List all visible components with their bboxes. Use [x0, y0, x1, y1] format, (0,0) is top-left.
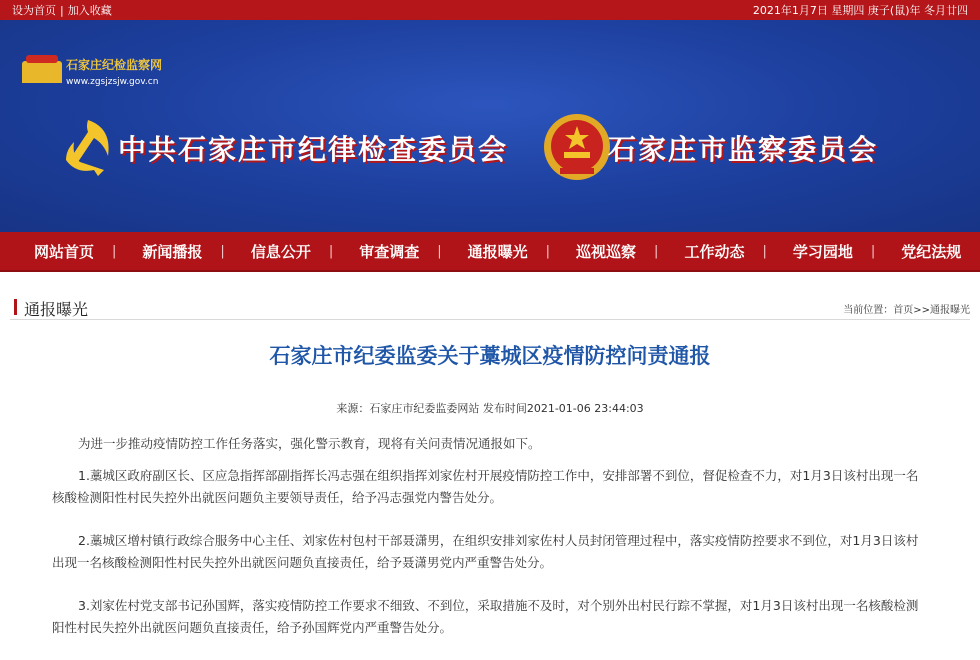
- top-links: [12, 2, 112, 18]
- nav-exposure[interactable]: 通报曝光: [467, 242, 528, 261]
- article-title: 石家庄市纪委监委关于藁城区疫情防控问责通报: [269, 344, 711, 368]
- gate-emblem-icon: [22, 61, 62, 83]
- section-title: 通报曝光: [24, 300, 89, 319]
- party-emblem-icon: [58, 116, 120, 178]
- site-name: 石家庄纪检监察网: [66, 58, 163, 72]
- nav-home[interactable]: 网站首页: [34, 242, 95, 261]
- article-paragraph: 3.刘家佐村党支部书记孙国辉，落实疫情防控工作要求不细致、不到位，采取措施不及时，对个别外出村民行踪不掌握，对1月3日该村出现一名核酸检测阳性村民失控外出就医问题负直接责任，给予孙国辉党内严重警告处分。: [52, 598, 919, 635]
- nav-divider: |: [762, 243, 767, 259]
- article-paragraph: 1.藁城区政府副区长、区应急指挥部副指挥长冯志强在组织指挥刘家佐村开展疫情防控工作中，安排部署不到位，督促检查不力，对1月3日该村出现一名核酸检测阳性村民失控外出就医问题负主要领导责任，给予冯志强党内警告处分。: [52, 468, 919, 505]
- nav-divider: |: [870, 243, 876, 259]
- nav-divider: |: [437, 243, 442, 259]
- nav-divider: |: [112, 243, 117, 259]
- article-meta: 来源：石家庄市纪委监委网站 发布时间2021-01-06 23:44:03: [336, 402, 644, 415]
- site-banner: [0, 20, 980, 232]
- nav-info-disclosure[interactable]: 信息公开: [250, 242, 311, 261]
- national-emblem-icon: [542, 112, 612, 182]
- article-paragraph: 为进一步推动疫情防控工作任务落实，强化警示教育，现将有关问责情况通报如下。: [78, 436, 541, 451]
- article-body: [52, 433, 930, 660]
- nav-regulations[interactable]: 党纪法规: [901, 242, 962, 261]
- section-header: [10, 296, 970, 320]
- breadcrumb: 当前位置：首页>>通报曝光: [843, 305, 970, 316]
- section-marker: [14, 299, 17, 315]
- nav-divider: |: [220, 243, 225, 259]
- site-url: www.zgsjzsjw.gov.cn: [66, 77, 159, 87]
- nav-divider: |: [654, 243, 659, 259]
- nav-divider: |: [328, 243, 334, 259]
- add-favorite-link[interactable]: 加入收藏: [67, 4, 112, 17]
- nav-learning[interactable]: 学习园地: [792, 242, 853, 261]
- set-homepage-link[interactable]: 设为首页: [12, 4, 56, 17]
- nav-work-updates[interactable]: 工作动态: [684, 242, 745, 261]
- link-divider: |: [60, 4, 64, 17]
- nav-inspection[interactable]: 巡视巡察: [576, 242, 637, 261]
- title-supervisory-commission: 石家庄市监察委员会: [608, 133, 879, 166]
- nav-divider: |: [545, 243, 551, 259]
- title-discipline-commission: 中共石家庄市纪律检查委员会: [118, 133, 509, 166]
- top-bar: [0, 0, 980, 20]
- article-paragraph: 2.藁城区增村镇行政综合服务中心主任、刘家佐村包村干部聂潇男，在组织安排刘家佐村人员封闭管理过程中，落实疫情防控要求不到位，对1月3日该村出现一名核酸检测阳性村民失控外出就医问题负直接责任，给予聂潇男党内严重警告处分。: [52, 533, 919, 570]
- site-logo[interactable]: [22, 56, 162, 87]
- nav-news[interactable]: 新闻播报: [142, 242, 203, 261]
- nav-investigation[interactable]: 审查调查: [359, 242, 420, 261]
- main-nav: [0, 232, 980, 272]
- date-display: 2021年1月7日 星期四 庚子(鼠)年 冬月廿四: [752, 4, 968, 17]
